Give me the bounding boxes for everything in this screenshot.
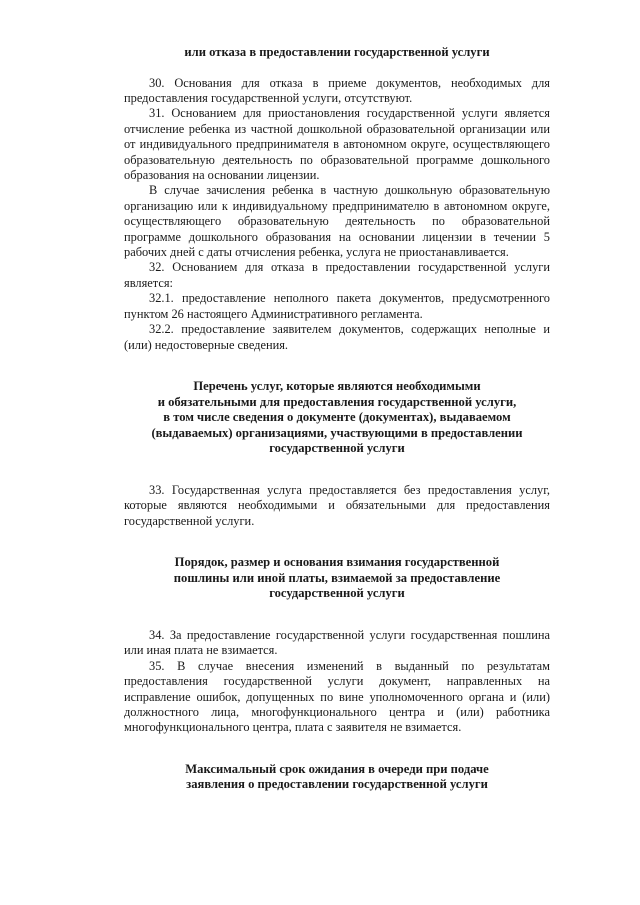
paragraph-33: 33. Государственная услуга предоставляется без предоставления услуг, которые являются необходимыми и обязательными для предоставления государственной услуги. bbox=[124, 482, 550, 528]
paragraph-30: 30. Основания для отказа в приеме документов, необходимых для предоставления государственной услуги, отсутствуют. bbox=[124, 75, 550, 105]
paragraph-31: 31. Основанием для приостановления государственной услуги является отчисление ребенка из частной дошкольной образовательной организации или от индивидуального предпринимателя в автономном округе, осуществляющего образовательную деятельность по образовательной программе дошкольного образования на основании лицензии. bbox=[124, 106, 550, 183]
paragraph-34: 34. За предоставление государственной услуги государственная пошлина или иная плата не взимается. bbox=[124, 627, 550, 658]
paragraph-32-2: 32.2. предоставление заявителем документов, содержащих неполные и (или) недостоверные сведения. bbox=[124, 322, 550, 352]
section-heading-state-fee bbox=[124, 555, 550, 602]
heading-line: или отказа в предоставлении государственной услуги bbox=[184, 45, 490, 59]
heading-line: Перечень услуг, которые являются необходимыми bbox=[193, 378, 481, 393]
heading-line: Порядок, размер и основания взимания государственной bbox=[174, 555, 500, 570]
section-heading-required-services bbox=[124, 379, 550, 457]
paragraph-35: 35. В случае внесения изменений в выданный по результатам предоставления государственной услуги документ, направленных на исправление ошибок, допущенных по вине уполномоченного органа и (или) должностного лица, многофункционального центра и (или) работника многофункционального центра, плата с заявителя не взимается. bbox=[124, 658, 550, 735]
paragraph-31-continued: В случае зачисления ребенка в частную дошкольную образовательную организацию или к индивидуальному предпринимателю в автономном округе, осуществляющего образовательную деятельность по образовательной программе дошкольного образования на основании лицензии в течении 5 рабочих дней с даты отчисления ребенка, услуга не приостанавливается. bbox=[124, 183, 550, 260]
heading-line: и обязательными для предоставления государственной услуги, bbox=[157, 394, 517, 409]
paragraph-32: 32. Основанием для отказа в предоставлении государственной услуги является: bbox=[124, 260, 550, 290]
heading-line: государственной услуги bbox=[269, 586, 405, 601]
heading-line: в том числе сведения о документе (документах), выдаваемом bbox=[163, 410, 511, 425]
section-heading-refusal-continued bbox=[124, 45, 550, 61]
heading-line: Максимальный срок ожидания в очереди при подаче bbox=[185, 761, 489, 776]
heading-line: государственной услуги bbox=[269, 441, 405, 456]
heading-line: (выдаваемых) организациями, участвующими в предоставлении bbox=[151, 425, 523, 440]
page-content bbox=[124, 45, 550, 793]
section-heading-queue-time bbox=[124, 762, 550, 793]
heading-line: заявления о предоставлении государственной услуги bbox=[186, 777, 488, 792]
paragraph-32-1: 32.1. предоставление неполного пакета документов, предусмотренного пунктом 26 настоящего Административного регламента. bbox=[124, 291, 550, 321]
heading-line: пошлины или иной платы, взимаемой за предоставление bbox=[173, 570, 501, 585]
